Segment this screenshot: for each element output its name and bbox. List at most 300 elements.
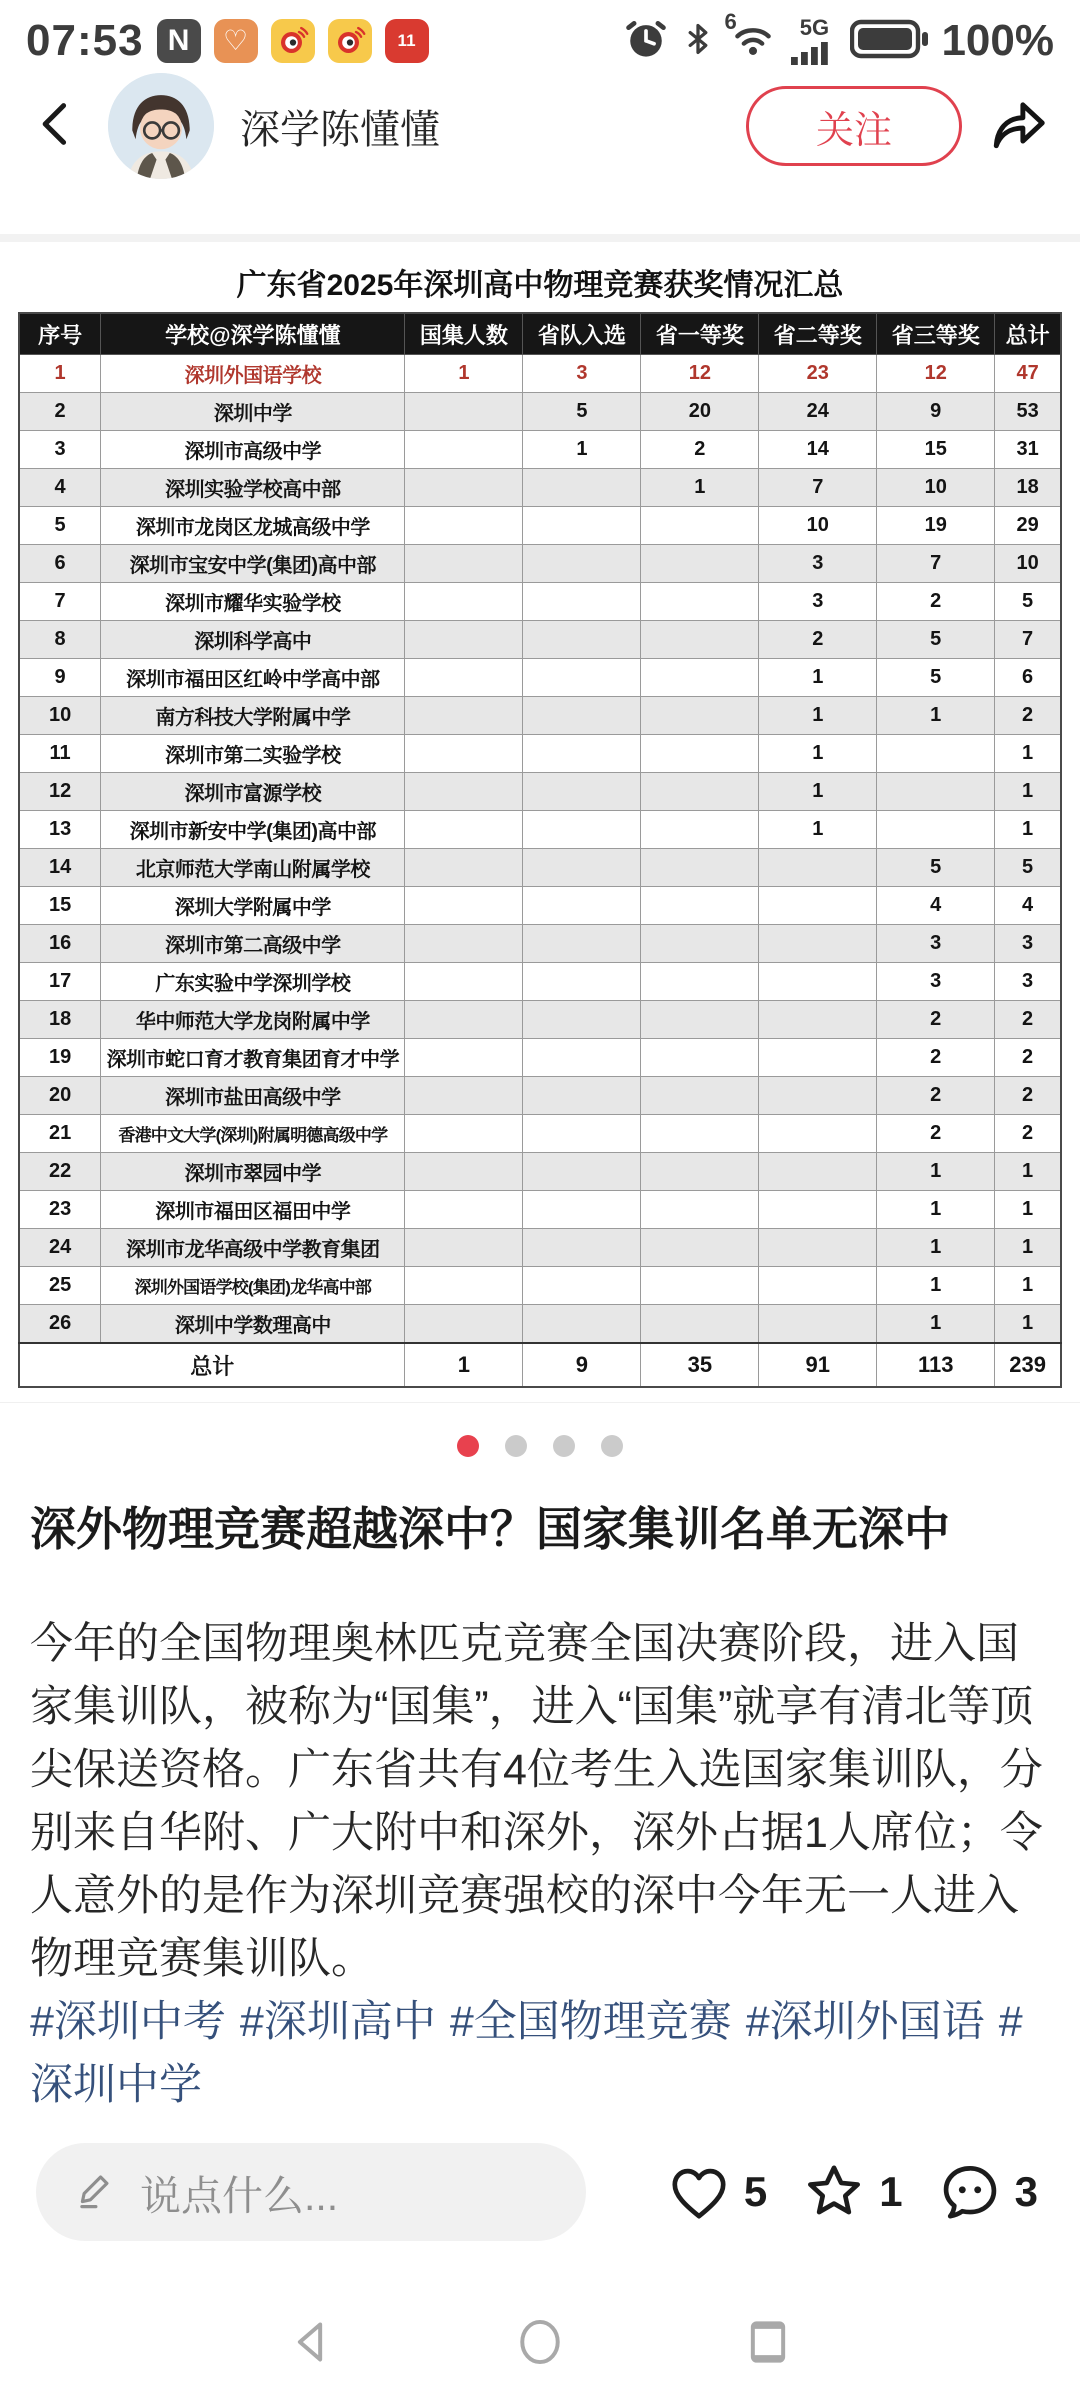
android-nav-bar [0, 2288, 1080, 2400]
table-cell: 7 [877, 545, 995, 583]
hashtag-link[interactable]: #深圳中考 [30, 1998, 226, 2046]
post-body: 今年的全国物理奥林匹克竞赛全国决赛阶段，进入国家集训队，被称为“国集”，进入“国集”就享有清北等顶尖保送资格。广东省共有4位考生入选国家集训队，分别来自华附、广大附中和深外，深外占据1人席位；令人意外的是作为深圳竞赛强校的深中今年无一人进入物理竞赛集训队。 [30, 1620, 1043, 1983]
table-cell [759, 1191, 877, 1229]
table-cell: 6 [995, 659, 1061, 697]
table-total-cell: 总计 [19, 1343, 405, 1387]
health-app-notification-icon: ♡ [214, 19, 258, 63]
table-cell [641, 545, 759, 583]
table-cell [759, 1305, 877, 1344]
table-row [19, 887, 1061, 925]
table-row [19, 393, 1061, 431]
table-row [19, 545, 1061, 583]
table-cell [523, 735, 641, 773]
table-cell [641, 773, 759, 811]
divider [0, 234, 1080, 242]
table-cell [641, 1001, 759, 1039]
table-row [19, 963, 1061, 1001]
table-cell: 1 [759, 735, 877, 773]
table-cell [759, 1153, 877, 1191]
table-cell [405, 1229, 523, 1267]
table-cell [523, 887, 641, 925]
table-row [19, 811, 1061, 849]
wifi6-badge: 6 [724, 8, 737, 34]
table-cell [405, 1267, 523, 1305]
table-cell: 24 [19, 1229, 101, 1267]
table-cell [759, 1115, 877, 1153]
table-cell [405, 393, 523, 431]
table-cell: 1 [759, 659, 877, 697]
table-cell [405, 887, 523, 925]
school-name-cell: 深圳市耀华实验学校 [101, 583, 405, 621]
table-cell [405, 735, 523, 773]
table-cell: 3 [759, 583, 877, 621]
table-cell [641, 1077, 759, 1115]
table-cell: 5 [877, 621, 995, 659]
table-cell [641, 697, 759, 735]
table-row [19, 1001, 1061, 1039]
table-cell [523, 659, 641, 697]
table-cell [523, 469, 641, 507]
table-cell: 2 [995, 1001, 1061, 1039]
table-cell: 1 [759, 773, 877, 811]
clock-time: 07:53 [26, 16, 144, 65]
table-cell: 5 [995, 583, 1061, 621]
cellular-signal-icon [791, 17, 837, 65]
table-cell [405, 773, 523, 811]
table-cell: 7 [19, 583, 101, 621]
award-table [18, 312, 1062, 1388]
table-cell: 31 [995, 431, 1061, 469]
table-row [19, 697, 1061, 735]
post-title: 深外物理竞赛超越深中？国家集训名单无深中 [30, 1503, 950, 1555]
hashtag-link[interactable]: #深圳中学 [30, 1998, 1023, 2109]
table-cell: 9 [19, 659, 101, 697]
hashtag-link[interactable]: #深圳外国语 [745, 1998, 985, 2046]
table-cell: 1 [995, 1153, 1061, 1191]
table-cell [523, 1305, 641, 1344]
table-cell: 19 [877, 507, 995, 545]
table-cell [759, 1077, 877, 1115]
network-type-label: 5G [799, 15, 830, 40]
table-row [19, 1153, 1061, 1191]
post-text [0, 1495, 1080, 2117]
table-cell: 6 [19, 545, 101, 583]
comment-bar [0, 2132, 1080, 2252]
table-row [19, 1191, 1061, 1229]
table-cell: 1 [995, 735, 1061, 773]
table-row [19, 659, 1061, 697]
table-cell: 5 [19, 507, 101, 545]
table-total-row [19, 1343, 1061, 1387]
table-cell [523, 545, 641, 583]
table-row [19, 507, 1061, 545]
table-cell: 2 [877, 1115, 995, 1153]
table-cell: 7 [995, 621, 1061, 659]
table-cell [877, 773, 995, 811]
table-row [19, 621, 1061, 659]
table-cell: 25 [19, 1267, 101, 1305]
table-cell [523, 697, 641, 735]
table-cell: 2 [877, 1077, 995, 1115]
share-icon[interactable] [988, 93, 1050, 160]
table-cell: 3 [995, 963, 1061, 1001]
nav-home-icon[interactable] [512, 2314, 568, 2375]
table-title: 广东省2025年深圳高中物理竞赛获奖情况汇总 [236, 269, 844, 302]
table-cell: 11 [19, 735, 101, 773]
table-cell [405, 659, 523, 697]
table-header-row [19, 313, 1061, 355]
post-header [0, 76, 1080, 176]
table-cell [405, 507, 523, 545]
table-cell: 10 [995, 545, 1061, 583]
table-cell [759, 1267, 877, 1305]
table-cell [405, 1115, 523, 1153]
table-cell: 1 [995, 1305, 1061, 1344]
table-cell [641, 583, 759, 621]
table-cell: 13 [19, 811, 101, 849]
pencil-icon [74, 2169, 116, 2216]
table-header-cell: 学校@深学陈懂懂 [101, 313, 405, 355]
table-header-cell: 总计 [995, 313, 1061, 355]
table-cell [405, 1191, 523, 1229]
table-cell: 23 [19, 1191, 101, 1229]
table-total-cell: 9 [523, 1343, 641, 1387]
table-cell: 4 [19, 469, 101, 507]
table-cell: 2 [995, 1115, 1061, 1153]
table-cell: 2 [995, 697, 1061, 735]
school-name-cell: 南方科技大学附属中学 [101, 697, 405, 735]
table-row [19, 1305, 1061, 1344]
table-cell: 23 [759, 355, 877, 393]
table-cell: 1 [995, 773, 1061, 811]
school-name-cell: 深圳市福田区红岭中学高中部 [101, 659, 405, 697]
table-cell: 8 [19, 621, 101, 659]
comment-bubble-icon [937, 2159, 1003, 2225]
table-header-cell: 国集人数 [405, 313, 523, 355]
table-cell: 9 [877, 393, 995, 431]
table-row [19, 1229, 1061, 1267]
alarm-icon [624, 17, 668, 66]
post-image-table[interactable] [0, 242, 1080, 1403]
table-cell [405, 583, 523, 621]
table-cell: 7 [759, 469, 877, 507]
battery-icon [850, 19, 928, 64]
table-cell: 5 [877, 849, 995, 887]
school-name-cell: 深圳市龙华高级中学教育集团 [101, 1229, 405, 1267]
table-cell [523, 773, 641, 811]
table-cell: 15 [19, 887, 101, 925]
table-cell [759, 849, 877, 887]
table-cell: 26 [19, 1305, 101, 1344]
table-cell [523, 1153, 641, 1191]
nav-back-icon[interactable] [284, 2314, 340, 2375]
table-cell [641, 659, 759, 697]
table-cell [405, 545, 523, 583]
table-cell: 10 [19, 697, 101, 735]
table-cell: 2 [877, 1001, 995, 1039]
table-cell [405, 1039, 523, 1077]
school-name-cell: 深圳实验学校高中部 [101, 469, 405, 507]
weibo-notification-icon [271, 19, 315, 63]
follow-button[interactable]: 关注 [746, 86, 962, 166]
table-cell [759, 963, 877, 1001]
table-cell: 3 [523, 355, 641, 393]
school-name-cell: 深圳外国语学校 [101, 355, 405, 393]
table-cell: 3 [877, 925, 995, 963]
table-cell [641, 735, 759, 773]
table-cell: 2 [19, 393, 101, 431]
school-name-cell: 深圳市第二高级中学 [101, 925, 405, 963]
table-cell [641, 963, 759, 1001]
school-name-cell: 深圳市第二实验学校 [101, 735, 405, 773]
table-cell: 19 [19, 1039, 101, 1077]
table-cell: 15 [877, 431, 995, 469]
nfc-icon: N [157, 19, 201, 63]
school-name-cell: 香港中文大学(深圳)附属明德高级中学 [101, 1115, 405, 1153]
table-row [19, 431, 1061, 469]
school-name-cell: 深圳市新安中学(集团)高中部 [101, 811, 405, 849]
table-cell [641, 621, 759, 659]
table-cell [877, 735, 995, 773]
avatar[interactable] [108, 73, 214, 179]
table-cell [641, 1267, 759, 1305]
table-cell: 21 [19, 1115, 101, 1153]
favorite-count: 1 [879, 2168, 903, 2215]
table-cell: 1 [995, 1267, 1061, 1305]
table-cell [641, 1191, 759, 1229]
table-cell [523, 621, 641, 659]
table-cell: 5 [877, 659, 995, 697]
table-total-cell: 239 [995, 1343, 1061, 1387]
pagination-dot [601, 1435, 623, 1457]
school-name-cell: 深圳市蛇口育才教育集团育才中学 [101, 1039, 405, 1077]
table-cell: 12 [19, 773, 101, 811]
table-cell: 2 [641, 431, 759, 469]
favorite-action[interactable] [801, 2159, 902, 2225]
table-row [19, 583, 1061, 621]
table-cell [405, 1305, 523, 1344]
table-cell: 29 [995, 507, 1061, 545]
table-cell: 3 [877, 963, 995, 1001]
table-cell: 1 [877, 1267, 995, 1305]
table-row [19, 925, 1061, 963]
status-bar [0, 0, 1080, 76]
table-header-cell: 序号 [19, 313, 101, 355]
table-cell: 1 [759, 811, 877, 849]
table-cell [523, 925, 641, 963]
table-cell [405, 1153, 523, 1191]
table-cell [405, 811, 523, 849]
comment-input[interactable] [36, 2143, 586, 2241]
table-cell [405, 469, 523, 507]
table-cell: 3 [19, 431, 101, 469]
table-cell: 3 [759, 545, 877, 583]
table-cell: 17 [19, 963, 101, 1001]
table-cell [523, 1191, 641, 1229]
school-name-cell: 华中师范大学龙岗附属中学 [101, 1001, 405, 1039]
table-cell [405, 697, 523, 735]
table-row [19, 355, 1061, 393]
table-cell [523, 583, 641, 621]
school-name-cell: 深圳市福田区福田中学 [101, 1191, 405, 1229]
table-cell: 1 [641, 469, 759, 507]
table-row [19, 773, 1061, 811]
table-cell [523, 1267, 641, 1305]
table-cell [641, 1039, 759, 1077]
table-header-cell: 省队入选 [523, 313, 641, 355]
table-cell [523, 963, 641, 1001]
table-cell: 1 [877, 1191, 995, 1229]
table-cell [523, 849, 641, 887]
table-cell: 14 [19, 849, 101, 887]
shopping-promo-notification-icon: 11 [385, 19, 429, 63]
school-name-cell: 深圳市富源学校 [101, 773, 405, 811]
table-cell [523, 1229, 641, 1267]
table-cell [641, 1229, 759, 1267]
table-cell: 4 [877, 887, 995, 925]
table-cell: 1 [877, 1305, 995, 1344]
table-cell [405, 1077, 523, 1115]
table-cell: 18 [19, 1001, 101, 1039]
table-cell: 2 [877, 1039, 995, 1077]
school-name-cell: 北京师范大学南山附属学校 [101, 849, 405, 887]
table-cell [641, 1305, 759, 1344]
heart-icon [666, 2159, 732, 2225]
table-cell: 4 [995, 887, 1061, 925]
table-cell: 2 [995, 1039, 1061, 1077]
table-cell: 2 [877, 583, 995, 621]
table-cell [759, 1039, 877, 1077]
table-cell: 14 [759, 431, 877, 469]
table-cell: 1 [19, 355, 101, 393]
battery-percent: 100% [941, 16, 1054, 65]
school-name-cell: 深圳外国语学校(集团)龙华高中部 [101, 1267, 405, 1305]
table-row [19, 1077, 1061, 1115]
hashtag-link[interactable]: #深圳高中 [239, 1998, 436, 2046]
weibo-notification-icon [328, 19, 372, 63]
table-cell: 12 [877, 355, 995, 393]
table-cell: 1 [995, 1229, 1061, 1267]
table-total-cell: 1 [405, 1343, 523, 1387]
school-name-cell: 深圳市盐田高级中学 [101, 1077, 405, 1115]
table-cell: 24 [759, 393, 877, 431]
table-cell [405, 621, 523, 659]
school-name-cell: 深圳市龙岗区龙城高级中学 [101, 507, 405, 545]
image-pagination-dots [0, 1435, 1080, 1457]
table-total-cell: 113 [877, 1343, 995, 1387]
nav-recents-icon[interactable] [740, 2314, 796, 2375]
table-cell: 16 [19, 925, 101, 963]
table-cell: 12 [641, 355, 759, 393]
pagination-dot [505, 1435, 527, 1457]
school-name-cell: 深圳市翠园中学 [101, 1153, 405, 1191]
table-cell: 10 [877, 469, 995, 507]
table-cell: 2 [995, 1077, 1061, 1115]
table-cell [405, 925, 523, 963]
hashtag-link[interactable]: #全国物理竞赛 [449, 1998, 732, 2046]
table-cell [641, 1153, 759, 1191]
table-cell: 1 [523, 431, 641, 469]
bluetooth-icon [681, 17, 715, 66]
table-cell: 5 [523, 393, 641, 431]
table-row [19, 469, 1061, 507]
username[interactable]: 深学陈懂懂 [240, 107, 440, 152]
table-cell: 1 [759, 697, 877, 735]
like-count: 5 [743, 2168, 768, 2215]
table-total-cell: 35 [641, 1343, 759, 1387]
table-cell: 20 [19, 1077, 101, 1115]
table-cell: 18 [995, 469, 1061, 507]
table-cell: 1 [877, 1229, 995, 1267]
table-cell [641, 1115, 759, 1153]
table-cell [523, 1115, 641, 1153]
star-icon [801, 2159, 867, 2225]
table-cell: 1 [405, 355, 523, 393]
pagination-dot-active [457, 1435, 479, 1457]
table-header-cell: 省一等奖 [641, 313, 759, 355]
table-cell [523, 507, 641, 545]
table-row [19, 1267, 1061, 1305]
table-row [19, 735, 1061, 773]
table-cell: 3 [995, 925, 1061, 963]
table-row [19, 849, 1061, 887]
back-icon[interactable] [30, 96, 82, 157]
table-cell [405, 431, 523, 469]
table-cell [759, 1229, 877, 1267]
school-name-cell: 深圳大学附属中学 [101, 887, 405, 925]
table-cell [523, 1039, 641, 1077]
like-action[interactable] [666, 2159, 767, 2225]
table-cell: 1 [877, 1153, 995, 1191]
table-cell [759, 1001, 877, 1039]
table-cell: 1 [995, 811, 1061, 849]
school-name-cell: 深圳市高级中学 [101, 431, 405, 469]
school-name-cell: 深圳中学数理高中 [101, 1305, 405, 1344]
comment-placeholder: 说点什么... [140, 2172, 339, 2219]
table-cell [641, 887, 759, 925]
school-name-cell: 深圳中学 [101, 393, 405, 431]
table-cell [405, 963, 523, 1001]
school-name-cell: 深圳市宝安中学(集团)高中部 [101, 545, 405, 583]
table-cell [405, 849, 523, 887]
table-cell [759, 925, 877, 963]
post-hashtags [30, 1991, 1050, 2117]
table-cell: 1 [995, 1191, 1061, 1229]
pagination-dot [553, 1435, 575, 1457]
table-cell [523, 1077, 641, 1115]
table-cell [641, 849, 759, 887]
table-header-cell: 省三等奖 [877, 313, 995, 355]
table-cell: 10 [759, 507, 877, 545]
school-name-cell: 深圳科学高中 [101, 621, 405, 659]
table-cell: 1 [877, 697, 995, 735]
table-cell [523, 1001, 641, 1039]
wifi-icon [724, 8, 778, 66]
table-cell [641, 925, 759, 963]
table-cell [641, 811, 759, 849]
table-cell: 2 [759, 621, 877, 659]
table-cell: 47 [995, 355, 1061, 393]
table-cell: 5 [995, 849, 1061, 887]
comment-action[interactable] [937, 2159, 1038, 2225]
table-cell: 22 [19, 1153, 101, 1191]
table-cell [759, 887, 877, 925]
table-row [19, 1039, 1061, 1077]
table-cell [877, 811, 995, 849]
table-cell: 53 [995, 393, 1061, 431]
table-header-cell: 省二等奖 [759, 313, 877, 355]
comment-count: 3 [1014, 2168, 1038, 2215]
